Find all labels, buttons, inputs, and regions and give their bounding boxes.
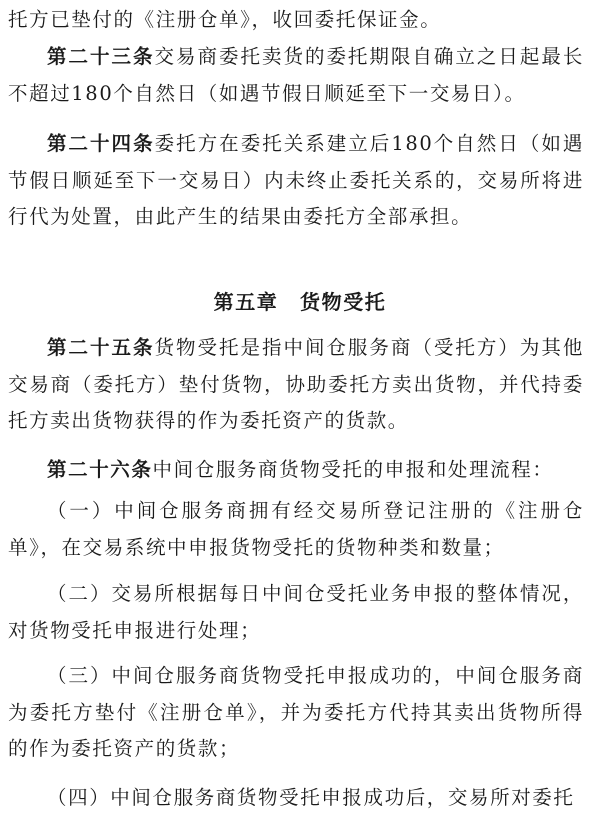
article-26 [8, 452, 584, 489]
article-label: 第二十四条 [47, 132, 155, 155]
paragraph-continued [8, 2, 584, 39]
chapter-heading: 第五章 货物受托 [213, 290, 387, 314]
article-text: 中间仓服务商货物受托的申报和处理流程： [152, 458, 554, 481]
article-label: 第二十六条 [47, 458, 153, 481]
article-23 [8, 39, 584, 112]
article-label: 第二十五条 [47, 336, 155, 359]
list-item-2: （二）交易所根据每日中间仓受托业务申报的整体情况，对货物受托申报进行处理； [8, 582, 584, 642]
list-item-4: （四）中间仓服务商货物受托申报成功后，交易所对委托 [47, 786, 575, 809]
paragraph-text: 托方已垫付的《注册仓单》，收回委托保证金。 [8, 8, 442, 31]
list-item-1: （一）中间仓服务商拥有经交易所登记注册的《注册仓单》，在交易系统中申报货物受托的货物种类和数量； [8, 499, 584, 559]
article-text: 交易商委托卖货的委托期限自确立之日起最长不超过180个自然日（如遇节假日顺延至下一交易日）。 [8, 45, 584, 105]
list-item-3: （三）中间仓服务商货物受托申报成功的，中间仓服务商为委托方垫付《注册仓单》，并为委托方代持其卖出货物所得的作为委托资产的货款； [8, 664, 584, 760]
article-label: 第二十三条 [47, 45, 155, 68]
article-25 [8, 330, 584, 440]
article-text: 货物受托是指中间仓服务商（受托方）为其他交易商（委托方）垫付货物，协助委托方卖出货物，并代持委托方卖出货物获得的作为委托资产的货款。 [8, 336, 584, 432]
article-24 [8, 126, 584, 236]
article-text: 委托方在委托关系建立后180个自然日（如遇节假日顺延至下一交易日）内未终止委托关系的，交易所将进行代为处置，由此产生的结果由委托方全部承担。 [8, 132, 584, 228]
